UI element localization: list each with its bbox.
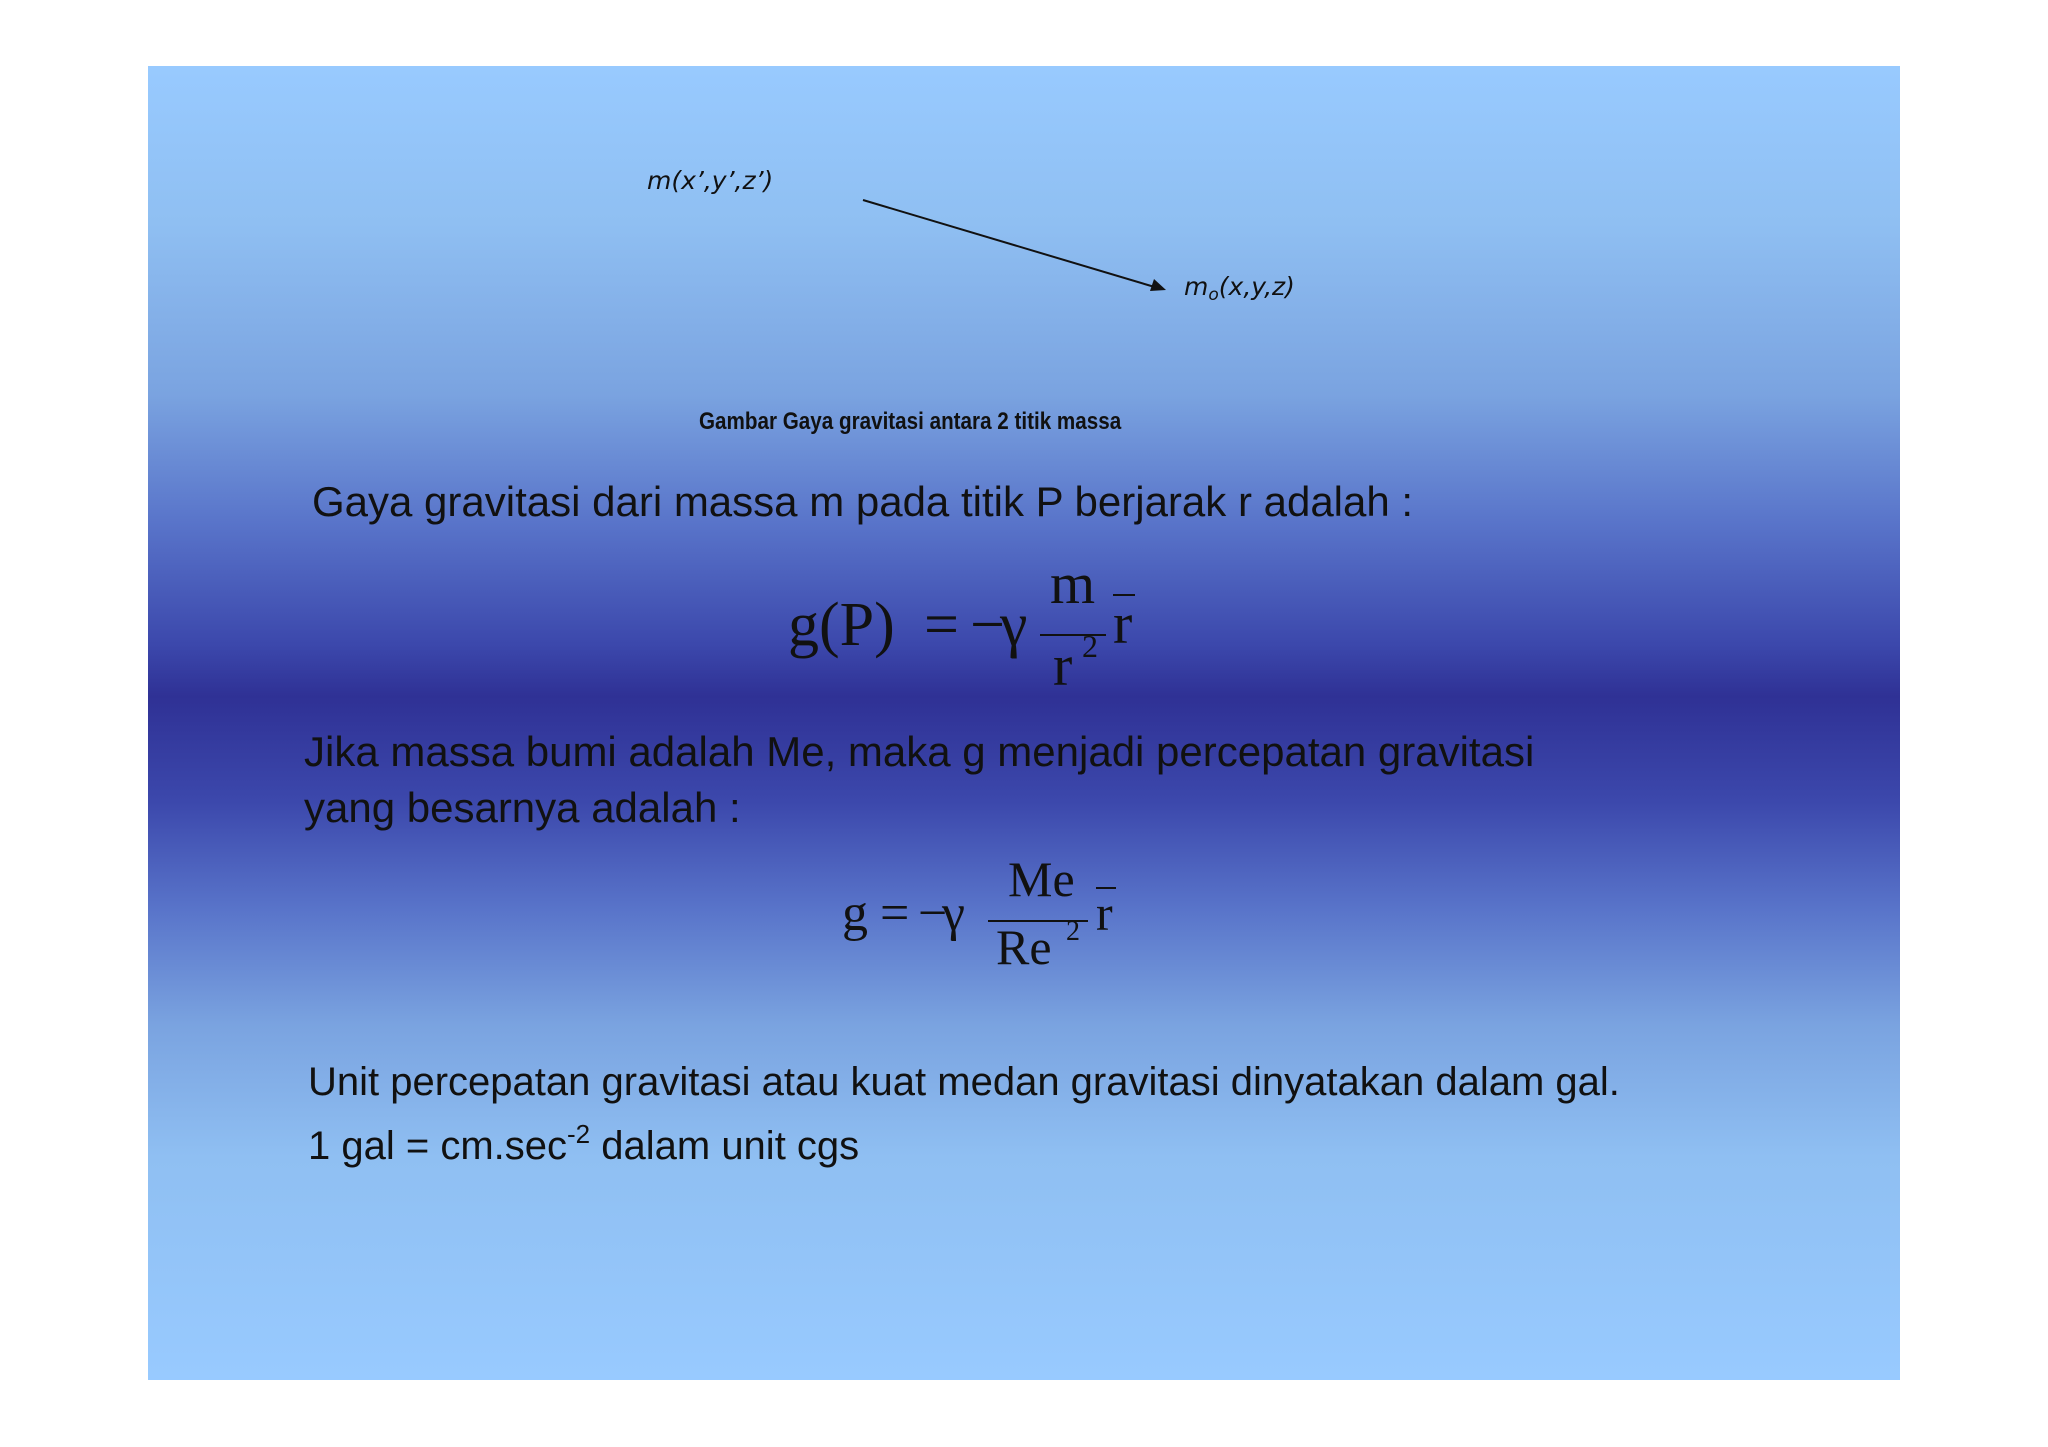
paragraph-3-line-1: Unit percepatan gravitasi atau kuat medan gravitasi dinyatakan dalam gal. [308, 1060, 1620, 1104]
eq1-denominator: r [1053, 633, 1073, 698]
slide [148, 66, 1900, 1380]
equation-1 [788, 551, 1148, 706]
eq2-lhs: g [842, 885, 868, 942]
eq2-minus: − [918, 885, 948, 942]
paragraph-2-line-2: yang besarnya adalah : [304, 784, 741, 831]
eq1-equals: = [924, 591, 959, 659]
eq2-equals: = [880, 885, 910, 942]
source-mass-label: m(x’,y’,z’) [647, 166, 774, 195]
eq2-denominator-exponent: 2 [1066, 916, 1080, 947]
eq1-lhs: g(P) [788, 591, 895, 659]
force-arrow-line [863, 200, 1158, 288]
eq1-gamma: γ [1000, 591, 1028, 659]
paragraph-2-line-1: Jika massa bumi adalah Me, maka g menjadi percepatan gravitasi [304, 728, 1535, 775]
gal-exponent: -2 [567, 1119, 591, 1149]
eq2-numerator: Me [1008, 851, 1075, 907]
gal-definition: 1 gal = cm.sec [308, 1124, 568, 1168]
equation-2 [842, 851, 1182, 986]
eq1-denominator-exponent: 2 [1082, 628, 1098, 664]
target-mass-coords: (x,y,z) [1218, 272, 1295, 301]
eq2-gamma: γ [942, 885, 965, 942]
paragraph-1: Gaya gravitasi dari massa m pada titik P berjarak r adalah : [312, 478, 1414, 525]
eq1-vector-r: r [1113, 591, 1133, 656]
gal-unit-system: dalam unit cgs [590, 1124, 860, 1168]
figure-caption: Gambar Gaya gravitasi antara 2 titik massa [699, 408, 1122, 435]
target-mass-label [1184, 272, 1295, 305]
force-arrow-head [1150, 279, 1166, 291]
eq2-denominator: Re [996, 919, 1052, 975]
eq2-vector-r: r [1096, 885, 1113, 941]
target-mass-base: m [1184, 272, 1209, 301]
paragraph-3-line-2 [308, 1108, 859, 1172]
target-mass-subscript: o [1208, 285, 1219, 305]
eq1-minus: − [970, 591, 1005, 659]
force-arrow [148, 66, 1900, 366]
eq1-numerator: m [1050, 551, 1096, 616]
